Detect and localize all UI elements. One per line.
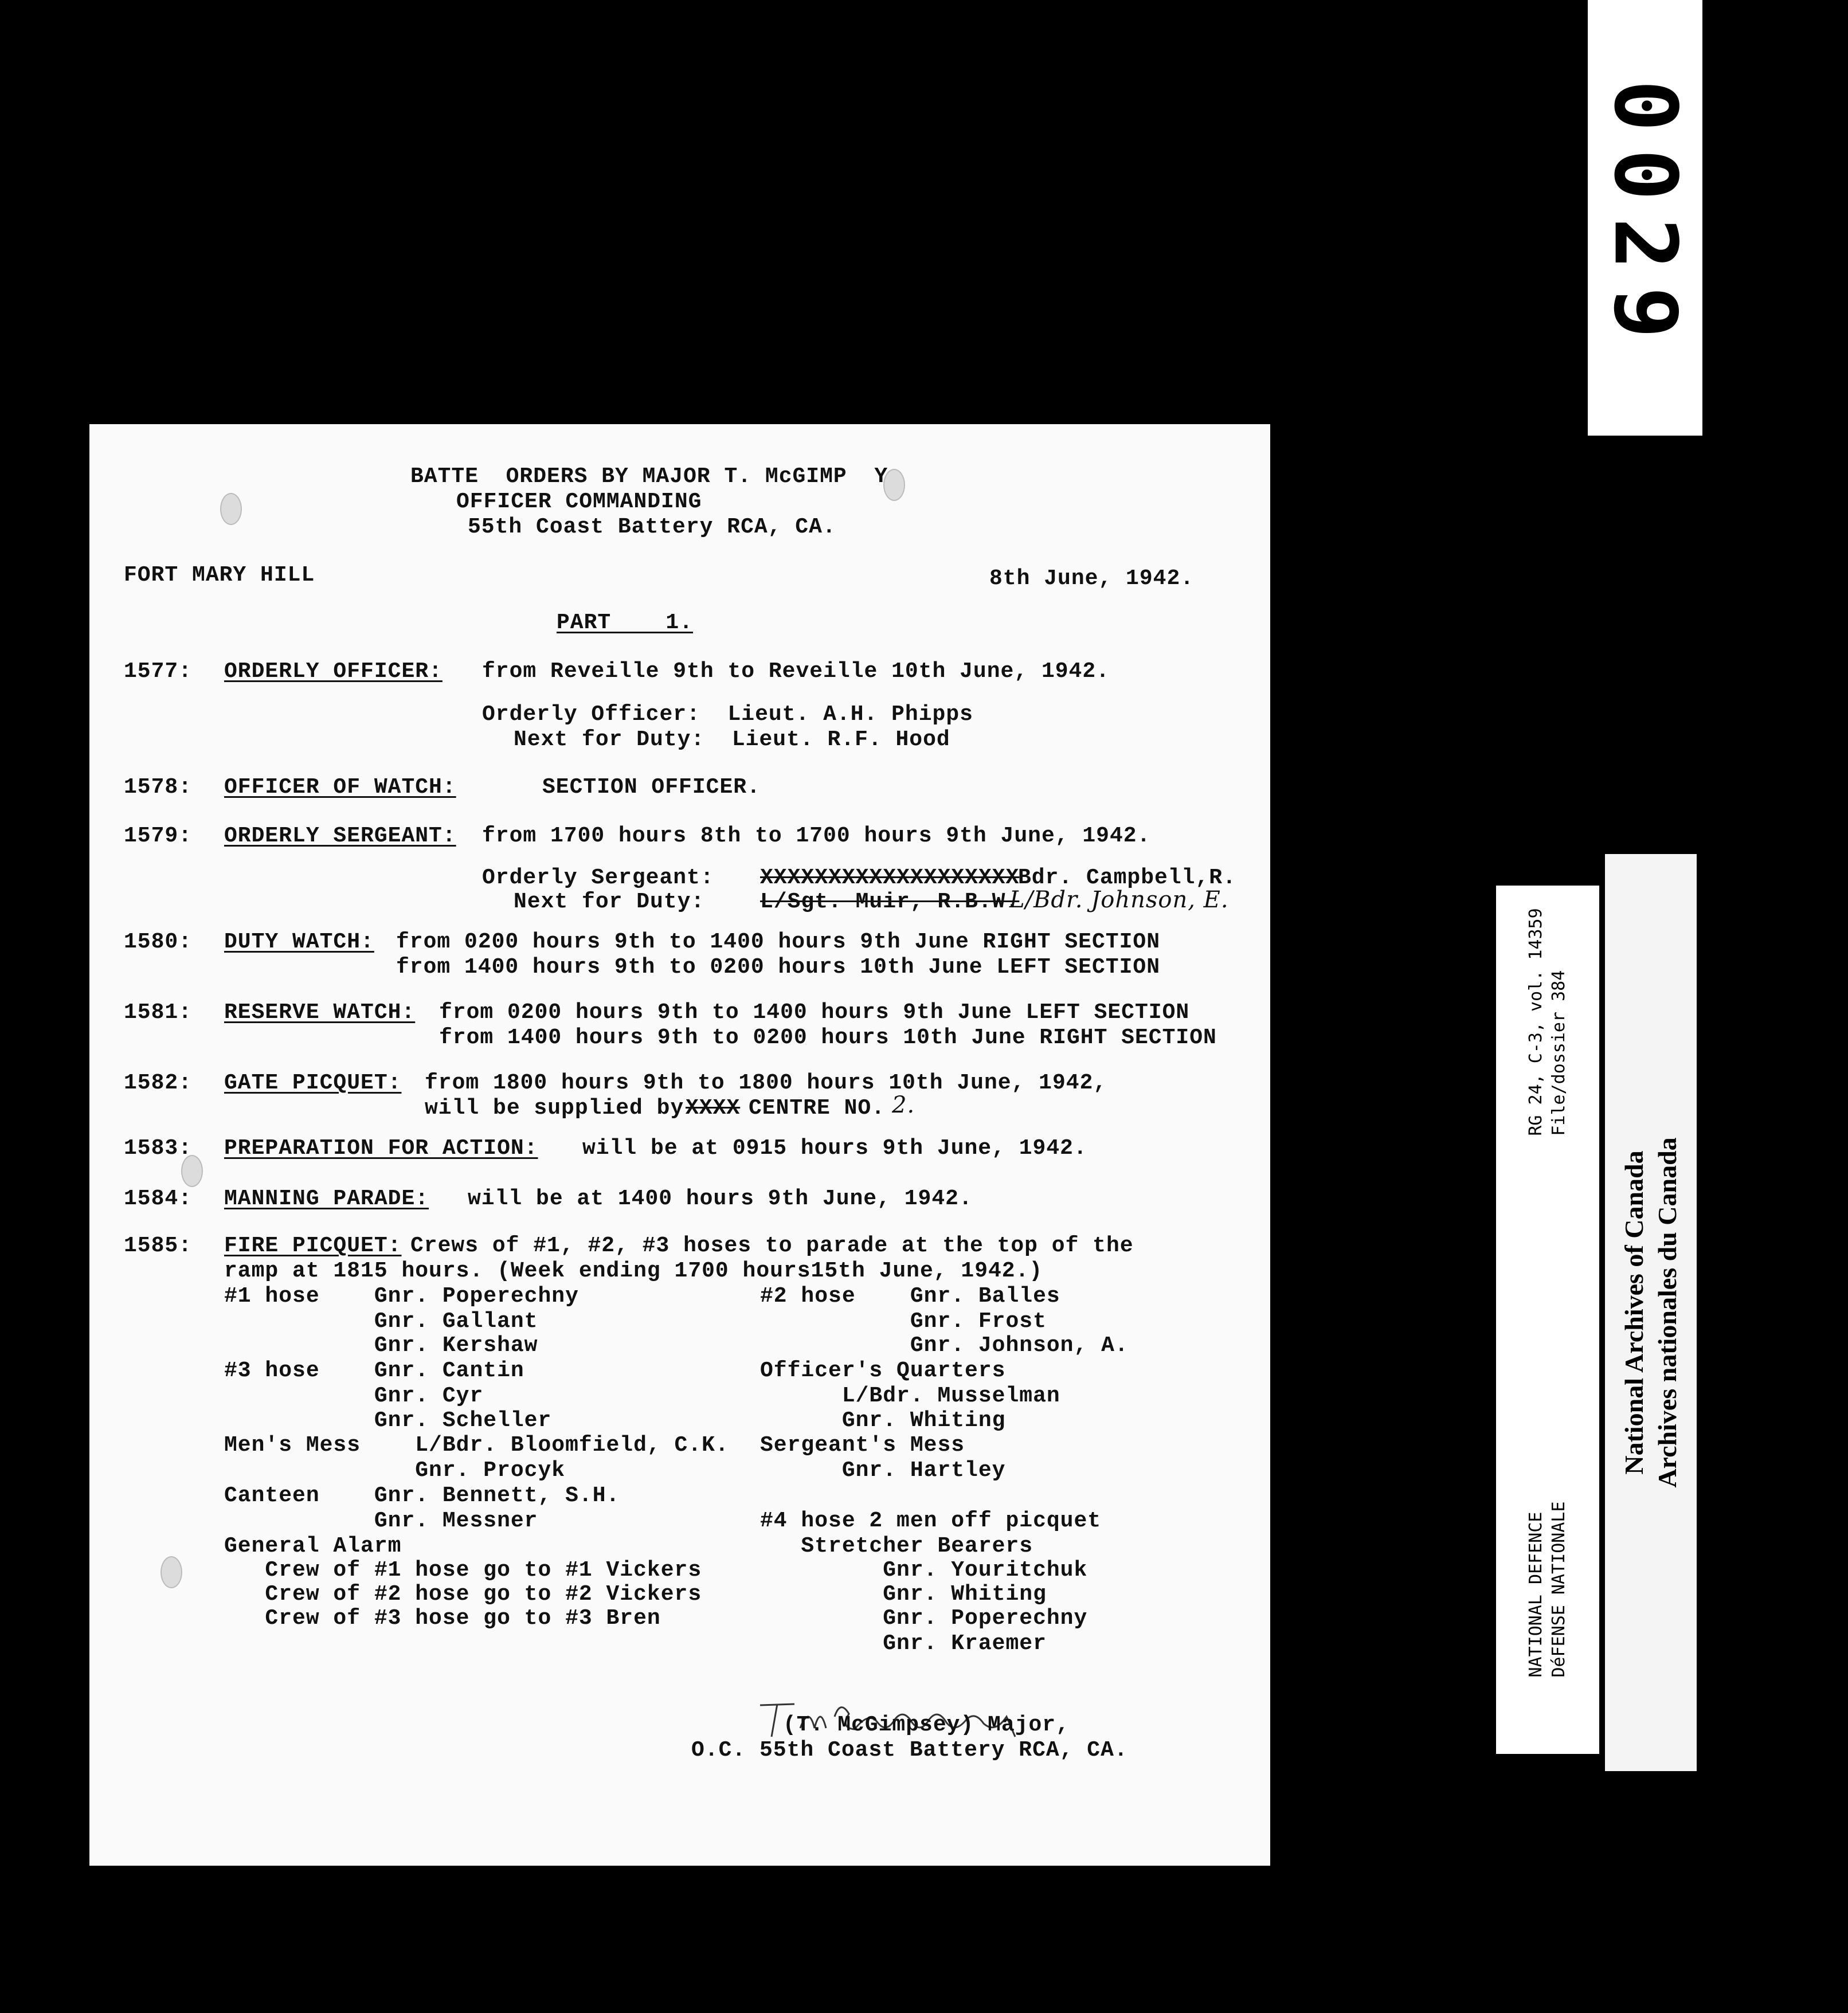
roster-line: Gnr. Gallant bbox=[224, 1309, 538, 1334]
order-title: PREPARATION FOR ACTION: bbox=[224, 1136, 538, 1161]
archive-stamp-line2: Archives nationales du Canada bbox=[1653, 1137, 1682, 1488]
roster-line: #4 hose 2 men off picquet bbox=[760, 1509, 1102, 1533]
order-detail: Orderly Officer: Lieut. A.H. Phipps bbox=[482, 702, 973, 727]
department-line1: NATIONAL DEFENCE bbox=[1526, 1511, 1546, 1678]
roster-line: General Alarm bbox=[224, 1534, 402, 1558]
handwritten-correction: L/Bdr. Johnson, E. bbox=[1009, 887, 1229, 913]
roster-line: #1 hose Gnr. Poperechny bbox=[224, 1284, 579, 1309]
roster-line: Gnr. Whiting bbox=[760, 1582, 1047, 1607]
roster-line: #3 hose Gnr. Cantin bbox=[224, 1358, 524, 1383]
order-number: 1582: bbox=[124, 1071, 193, 1095]
signature-title: O.C. 55th Coast Battery RCA, CA. bbox=[691, 1738, 1128, 1763]
order-text: from Reveille 9th to Reveille 10th June, 1942. bbox=[482, 659, 1110, 684]
roster-line: Men's Mess L/Bdr. Bloomfield, C.K. bbox=[224, 1433, 729, 1458]
roster-line: Gnr. Messner bbox=[224, 1509, 538, 1533]
document-date: 8th June, 1942. bbox=[989, 566, 1195, 591]
roster-line: Gnr. Poperechny bbox=[760, 1606, 1088, 1631]
archive-reference-text bbox=[1525, 908, 1571, 1135]
order-text: Crews of #1, #2, #3 hoses to parade at the top of the bbox=[410, 1233, 1134, 1258]
part-heading: PART 1. bbox=[557, 610, 694, 635]
order-number: 1585: bbox=[124, 1233, 193, 1258]
order-title: ORDERLY OFFICER: bbox=[224, 659, 443, 684]
document-subtitle: OFFICER COMMANDING bbox=[456, 489, 702, 514]
archive-stamp-label bbox=[1605, 854, 1697, 1771]
archive-reference-label bbox=[1496, 886, 1599, 1754]
order-detail: Next for Duty: bbox=[514, 890, 705, 914]
order-text: from 1400 hours 9th to 0200 hours 10th June LEFT SECTION bbox=[396, 955, 1161, 980]
order-number: 1580: bbox=[124, 930, 193, 954]
order-title: ORDERLY SERGEANT: bbox=[224, 824, 456, 848]
roster-line: Gnr. Youritchuk bbox=[760, 1558, 1088, 1583]
order-text: from 0200 hours 9th to 1400 hours 9th June LEFT SECTION bbox=[439, 1000, 1190, 1025]
order-text: from 1700 hours 8th to 1700 hours 9th June, 1942. bbox=[482, 824, 1151, 848]
roster-line: Gnr. Johnson, A. bbox=[760, 1333, 1129, 1358]
roster-line: Gnr. Cyr bbox=[224, 1384, 484, 1408]
order-number: 1581: bbox=[124, 1000, 193, 1025]
struck-text: L/Sgt. Muir, R.B.W. bbox=[760, 890, 1020, 914]
roster-line: Crew of #2 hose go to #2 Vickers bbox=[224, 1582, 702, 1607]
document-location: FORT MARY HILL bbox=[124, 563, 315, 588]
document-body bbox=[89, 424, 1270, 1866]
order-number: 1578: bbox=[124, 775, 193, 800]
order-title: GATE PICQUET: bbox=[224, 1071, 402, 1095]
order-title: OFFICER OF WATCH: bbox=[224, 775, 456, 800]
roster-line: L/Bdr. Musselman bbox=[760, 1384, 1060, 1408]
roster-line: Stretcher Bearers bbox=[760, 1534, 1033, 1558]
order-detail: Next for Duty: Lieut. R.F. Hood bbox=[514, 727, 950, 752]
frame-number bbox=[1588, 0, 1702, 436]
order-text: will be at 1400 hours 9th June, 1942. bbox=[468, 1186, 973, 1211]
order-number: 1577: bbox=[124, 659, 193, 684]
frame-number-text: 0029 bbox=[1595, 80, 1696, 356]
order-detail: Orderly Sergeant: bbox=[482, 865, 714, 890]
roster-line: Sergeant's Mess bbox=[760, 1433, 965, 1458]
order-text: will be supplied by bbox=[425, 1096, 684, 1121]
department-line2: DéFENSE NATIONALE bbox=[1549, 1501, 1569, 1678]
roster-line: Canteen Gnr. Bennett, S.H. bbox=[224, 1483, 620, 1508]
roster-line: Gnr. Scheller bbox=[224, 1408, 552, 1433]
handwritten-correction: 2. bbox=[892, 1092, 915, 1118]
archive-stamp-text bbox=[1618, 1137, 1684, 1487]
order-text: from 0200 hours 9th to 1400 hours 9th June RIGHT SECTION bbox=[396, 930, 1161, 954]
order-title: DUTY WATCH: bbox=[224, 930, 374, 954]
struck-text: XXXXXXXXXXXXXXXXXXX bbox=[760, 865, 1020, 890]
signature-name: (T. McGimpsey) Major, bbox=[783, 1713, 1070, 1737]
document-page bbox=[89, 424, 1270, 1866]
order-title: RESERVE WATCH: bbox=[224, 1000, 416, 1025]
roster-line: Gnr. Kraemer bbox=[760, 1631, 1047, 1656]
department-text bbox=[1525, 1501, 1571, 1677]
roster-line: Gnr. Kershaw bbox=[224, 1333, 538, 1358]
struck-text: XXXX bbox=[686, 1096, 741, 1121]
roster-line: Gnr. Hartley bbox=[760, 1458, 1006, 1483]
order-text: ramp at 1815 hours. (Week ending 1700 hours15th June, 1942.) bbox=[224, 1259, 1043, 1283]
roster-line: #2 hose Gnr. Balles bbox=[760, 1284, 1060, 1309]
order-text: CENTRE NO. bbox=[749, 1096, 886, 1121]
roster-line: Gnr. Procyk bbox=[224, 1458, 566, 1483]
roster-line: Gnr. Frost bbox=[760, 1309, 1047, 1334]
order-text: from 1800 hours 9th to 1800 hours 10th June, 1942, bbox=[425, 1071, 1107, 1095]
archive-reference-line1: RG 24, C-3, vol. 14359 bbox=[1526, 907, 1546, 1136]
archive-stamp-line1: National Archives of Canada bbox=[1619, 1150, 1649, 1475]
roster-line: Crew of #1 hose go to #1 Vickers bbox=[224, 1558, 702, 1583]
order-text: SECTION OFFICER. bbox=[542, 775, 761, 800]
order-number: 1584: bbox=[124, 1186, 193, 1211]
order-detail: Bdr. Campbell,R. bbox=[1018, 865, 1236, 890]
roster-line: Gnr. Whiting bbox=[760, 1408, 1006, 1433]
order-title: MANNING PARADE: bbox=[224, 1186, 429, 1211]
order-text: will be at 0915 hours 9th June, 1942. bbox=[582, 1136, 1087, 1161]
document-title: BATTE ORDERS BY MAJOR T. McGIMP Y bbox=[410, 464, 888, 489]
archive-reference-line2: File/dossier 384 bbox=[1549, 970, 1569, 1136]
order-number: 1583: bbox=[124, 1136, 193, 1161]
order-text: from 1400 hours 9th to 0200 hours 10th June RIGHT SECTION bbox=[439, 1025, 1217, 1050]
order-title: FIRE PICQUET: bbox=[224, 1233, 402, 1258]
roster-line: Crew of #3 hose go to #3 Bren bbox=[224, 1606, 661, 1631]
roster-line: Officer's Quarters bbox=[760, 1358, 1006, 1383]
document-unit: 55th Coast Battery RCA, CA. bbox=[468, 515, 836, 539]
order-number: 1579: bbox=[124, 824, 193, 848]
